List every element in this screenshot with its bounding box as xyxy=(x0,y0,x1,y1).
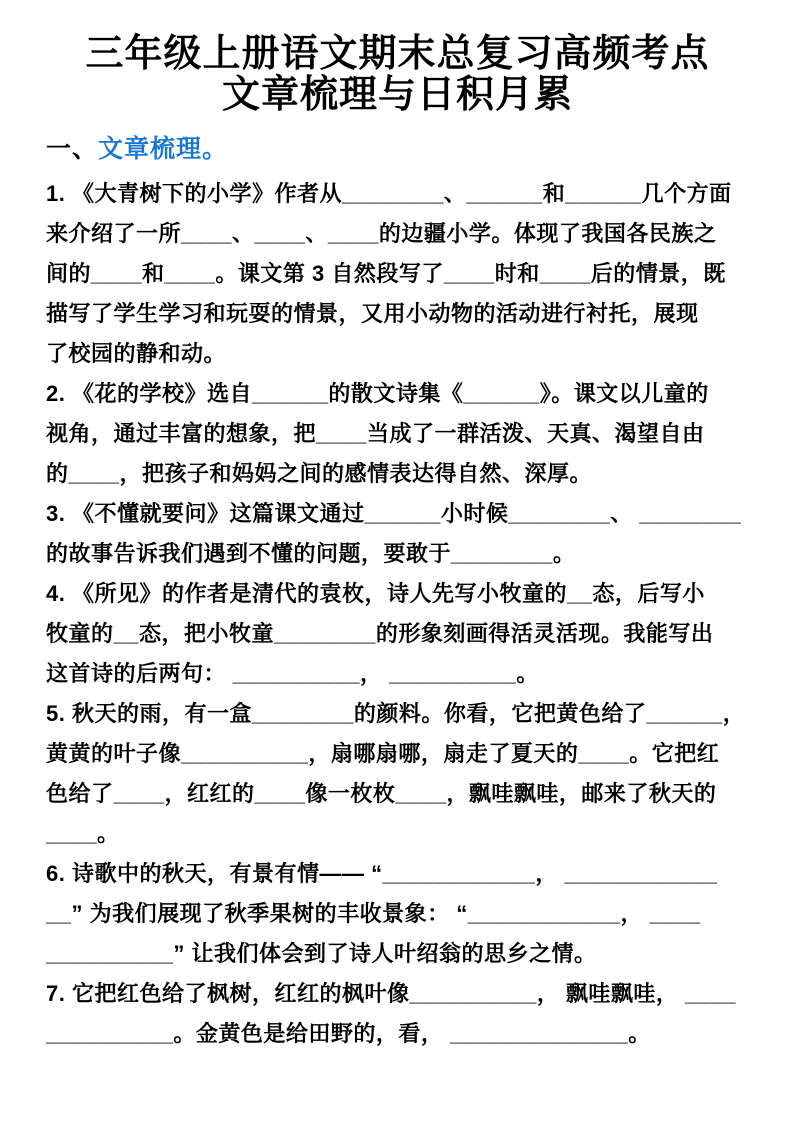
item-2-line: 视角，通过丰富的想象，把____当成了一群活泼、天真、渴望自由 xyxy=(46,421,705,446)
item-6-line: 6. 诗歌中的秋天，有景有情—— “____________， ____________ xyxy=(46,861,718,886)
item-3-line: 的故事告诉我们遇到不懂的问题，要敢于________。 xyxy=(46,541,576,566)
section-title: 文章梳理。 xyxy=(98,135,229,163)
item-1 xyxy=(46,174,749,374)
item-3-line: 3. 《不懂就要问》这篇课文通过______小时候________、 ________ xyxy=(46,501,742,526)
item-6-line: __________” 让我们体会到了诗人叶绍翁的思乡之情。 xyxy=(46,941,597,966)
page-title xyxy=(46,34,749,116)
item-7 xyxy=(46,974,749,1054)
item-1-line: 间的____和____。课文第 3 自然段写了____时和____后的情景，既 xyxy=(46,261,726,286)
item-5-line: 黄黄的叶子像__________，扇哪扇哪，扇走了夏天的____。它把红 xyxy=(46,741,720,766)
section-heading xyxy=(46,133,749,165)
section-number: 一、 xyxy=(46,135,99,163)
item-5 xyxy=(46,694,749,854)
worksheet-items xyxy=(46,174,749,1054)
item-6 xyxy=(46,854,749,974)
item-4 xyxy=(46,574,749,694)
item-4-line: 牧童的__态，把小牧童________的形象刻画得活灵活现。我能写出 xyxy=(46,621,714,646)
item-4-line: 这首诗的后两句： __________， __________。 xyxy=(46,661,539,686)
item-6-line: __” 为我们展现了秋季果树的丰收景象： “____________， ____ xyxy=(46,901,701,926)
item-5-line: ____。 xyxy=(46,821,120,846)
item-1-line: 描写了学生学习和玩耍的情景，又用小动物的活动进行衬托，展现 xyxy=(46,301,699,326)
item-3 xyxy=(46,494,749,574)
item-7-line: 7. 它把红色给了枫树，红红的枫叶像__________， 飘哇飘哇， ____ xyxy=(46,981,736,1006)
item-1-line: 1. 《大青树下的小学》作者从________、______和______几个方面 xyxy=(46,181,732,206)
item-5-line: 色给了____，红红的____像一枚枚____，飘哇飘哇，邮来了秋天的 xyxy=(46,781,717,806)
item-5-line: 5. 秋天的雨，有一盒________的颜料。你看，它把黄色给了______， xyxy=(46,701,746,726)
item-1-line: 来介绍了一所____、____、____的边疆小学。体现了我国各民族之 xyxy=(46,221,717,246)
item-2-line: 2. 《花的学校》选自______的散文诗集《______》。课文以儿童的 xyxy=(46,381,709,406)
item-7-line: __________。金黄色是给田野的，看， ______________。 xyxy=(46,1021,651,1046)
item-4-line: 4. 《所见》的作者是清代的袁枚，诗人先写小牧童的__态，后写小 xyxy=(46,581,705,606)
item-1-line: 了校园的静和动。 xyxy=(46,341,227,366)
title-line-1: 三年级上册语文期末总复习高频考点 xyxy=(85,33,710,75)
item-2 xyxy=(46,374,749,494)
title-line-2: 文章梳理与日积月累 xyxy=(221,74,573,116)
item-2-line: 的____，把孩子和妈妈之间的感情表达得自然、深厚。 xyxy=(46,461,592,486)
